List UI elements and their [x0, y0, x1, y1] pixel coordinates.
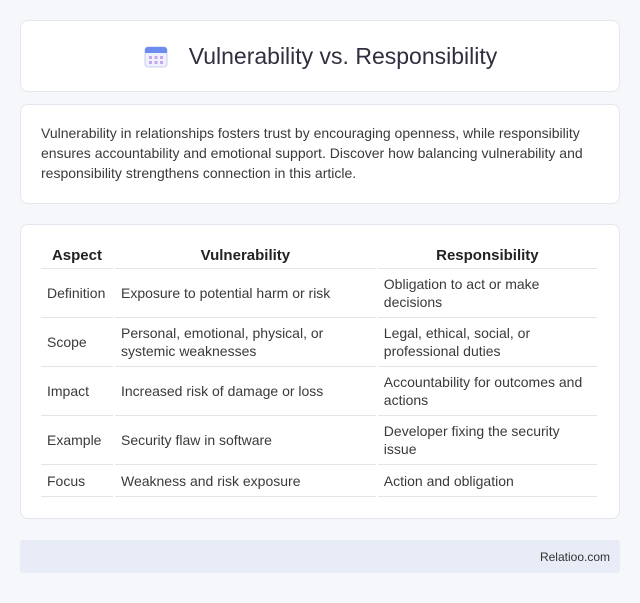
comparison-table-card	[20, 224, 620, 519]
table-cell: Legal, ethical, social, or professional duties	[378, 318, 597, 367]
table-row	[41, 318, 597, 367]
table-cell: Focus	[41, 465, 113, 497]
footer-brand: Relatioo.com	[539, 549, 610, 564]
table-cell: Personal, emotional, physical, or systemic weaknesses	[115, 318, 376, 367]
table-row	[41, 416, 597, 465]
table-cell: Impact	[41, 367, 113, 416]
table-cell: Example	[41, 416, 113, 465]
column-header-responsibility: Responsibility	[378, 243, 597, 269]
title-card	[20, 20, 620, 92]
intro-card	[20, 104, 620, 204]
footer	[20, 540, 620, 573]
table-row	[41, 465, 597, 497]
table-cell: Definition	[41, 269, 113, 318]
table-cell: Action and obligation	[378, 465, 597, 497]
table-cell: Increased risk of damage or loss	[115, 367, 376, 416]
column-header-vulnerability: Vulnerability	[115, 243, 376, 269]
comparison-table	[39, 243, 599, 497]
table-cell: Scope	[41, 318, 113, 367]
table-header-row	[41, 243, 597, 269]
table-row	[41, 367, 597, 416]
table-cell: Security flaw in software	[115, 416, 376, 465]
table-cell: Developer fixing the security issue	[378, 416, 597, 465]
table-cell: Obligation to act or make decisions	[378, 269, 597, 318]
table-cell: Weakness and risk exposure	[115, 465, 376, 497]
page-title: Vulnerability vs. Responsibility	[188, 42, 498, 69]
column-header-aspect: Aspect	[41, 243, 113, 269]
intro-text: Vulnerability in relationships fosters trust by encouraging openness, while responsibility ensures accountability and emotional support. Discover how balancing vulnerability and responsibility strengthens connection in this article.	[41, 125, 583, 181]
table-cell: Exposure to potential harm or risk	[115, 269, 376, 318]
calendar-icon	[143, 43, 169, 69]
table-cell: Accountability for outcomes and actions	[378, 367, 597, 416]
table-row	[41, 269, 597, 318]
